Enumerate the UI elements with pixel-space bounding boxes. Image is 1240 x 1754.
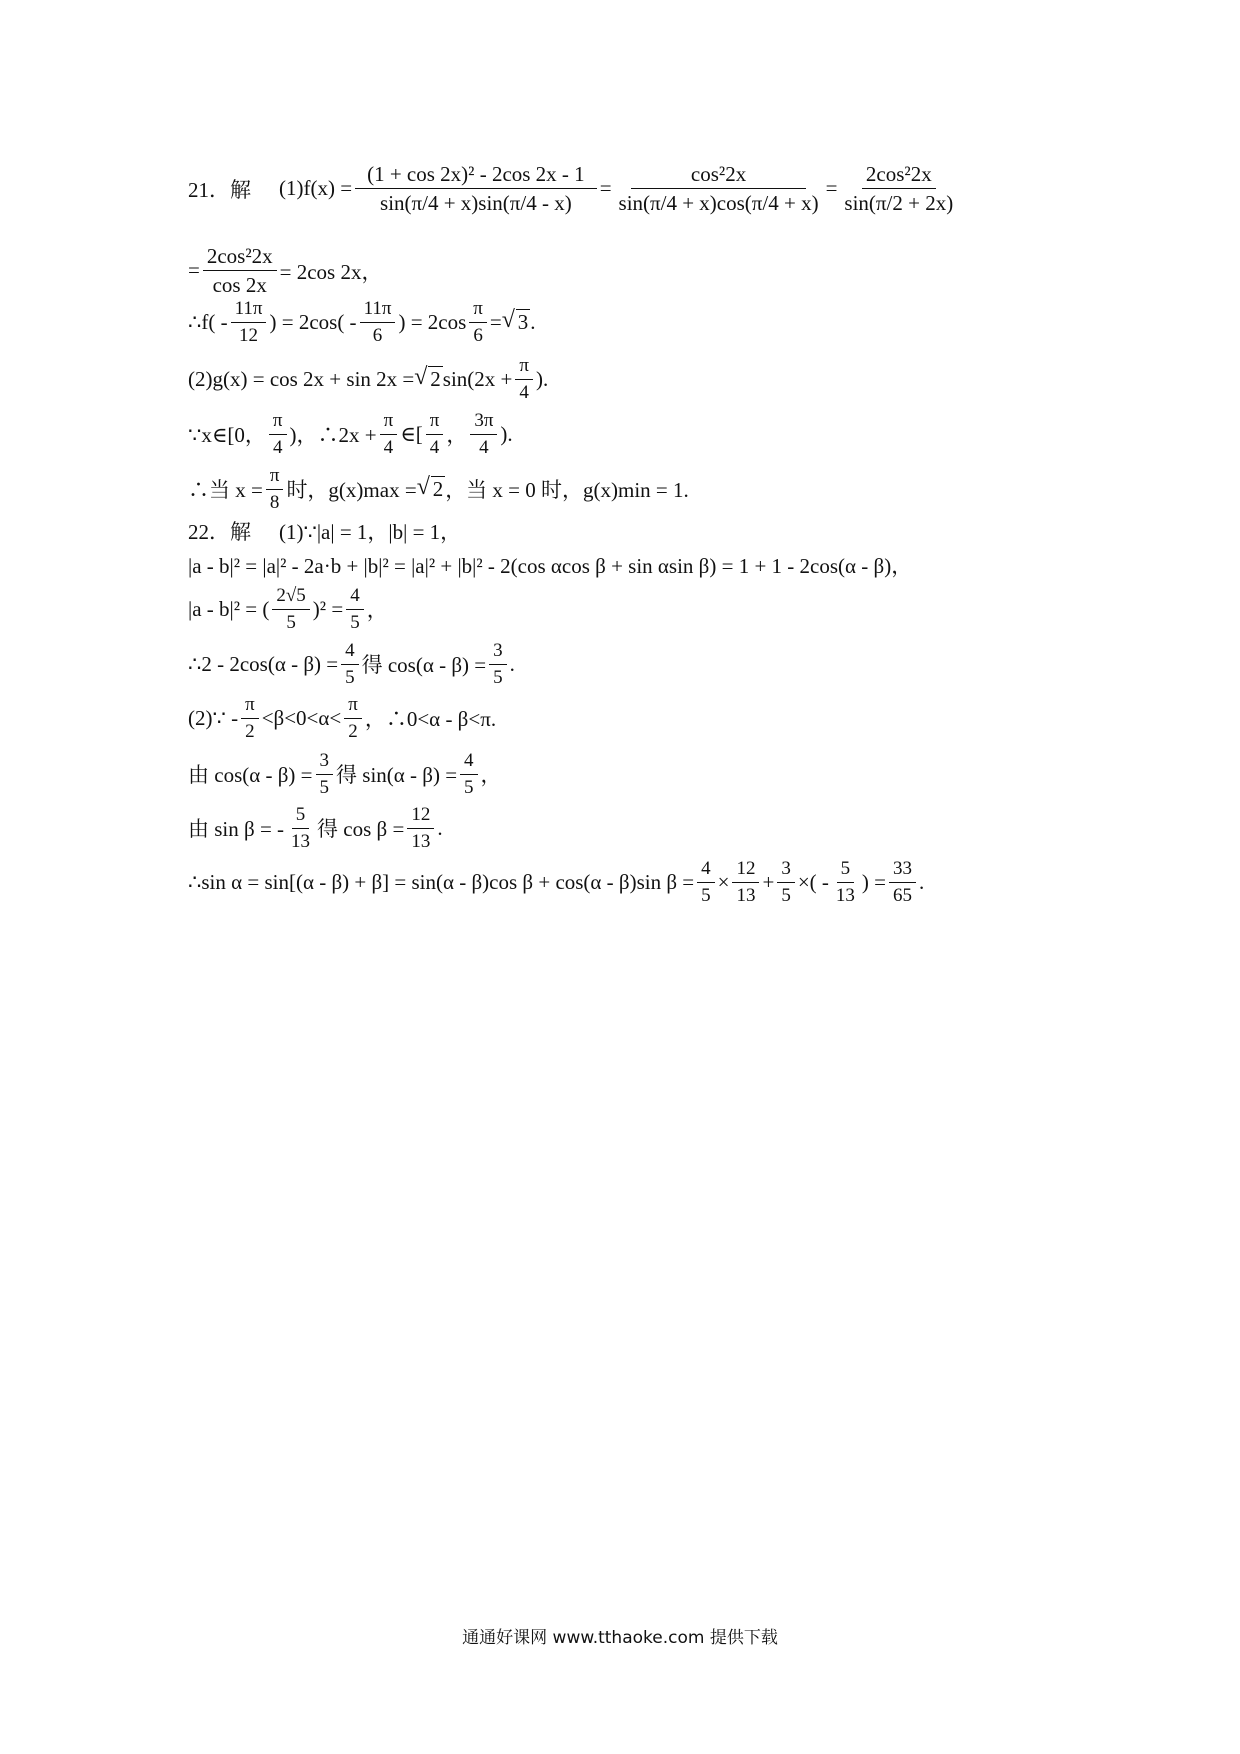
s22-l2-text: |a - b|² = |a|² - 2a·b + |b|² = |a|² + |b|² - 2(cos αcos β + sin αsin β) = 1 + 1 - 2cos(α - β)， bbox=[188, 554, 913, 578]
s22-l6-frac-2: $\frac{4}{5}$ bbox=[460, 750, 478, 799]
s22-l8-frac-2: $\frac{12}{13}$ bbox=[732, 858, 759, 907]
s22-l8-frac-4: $\frac{5}{13}$ bbox=[835, 858, 855, 906]
s22-l1-text: (1)∵|a| = 1，|b| = 1， bbox=[279, 520, 462, 544]
s22-l7-text-c: . bbox=[437, 815, 443, 840]
s22-l3-text-a: |a - b|² = ( bbox=[188, 596, 270, 621]
sqrt-2: √ 2 bbox=[414, 367, 443, 392]
s22-line-8 bbox=[188, 858, 924, 907]
s22-l6-frac-1: $\frac{3}{5}$ bbox=[316, 750, 334, 799]
s22-l7-text-a: 由 sin β = - bbox=[188, 817, 285, 842]
s22-l4-text-c: . bbox=[509, 651, 515, 676]
s22-l8-text-g: . bbox=[919, 869, 925, 894]
s22-l4-frac-1: $\frac{4}{5}$ bbox=[341, 640, 359, 689]
s21-line-4 bbox=[188, 355, 548, 404]
s21-line-2: = $\frac{\text{2cos²2x}}{\cos 2x}$ = 2cos 2x， bbox=[188, 244, 383, 298]
s21-l4-text-a: (2)g(x) = cos 2x + sin 2x = bbox=[188, 366, 415, 391]
s21-l3-text-c: ) = 2cos bbox=[398, 309, 467, 334]
s22-l6-text-a: 由 cos(α - β) = bbox=[188, 763, 313, 788]
s22-line-7 bbox=[188, 804, 443, 853]
s22-l8-text-b: × bbox=[717, 869, 730, 894]
s22-l8-frac-1: $\frac{4}{5}$ bbox=[697, 858, 715, 907]
s22-l6-text-c: ， bbox=[480, 763, 502, 788]
s22-l8-text-e: ) = bbox=[861, 869, 887, 894]
sqrt-3: √ 3 bbox=[502, 310, 531, 335]
s22-l8-text-c: + bbox=[762, 869, 775, 894]
s22-l3-frac-2: $\frac{4}{5}$ bbox=[346, 585, 364, 634]
s21-l4-text-c: ). bbox=[535, 366, 549, 391]
s22-l3-text-c: ， bbox=[366, 598, 388, 623]
s21-l4-text-b: sin(2x + bbox=[442, 366, 513, 391]
s21-label: 21．解 bbox=[188, 177, 251, 202]
s21-l5-text-a: ∵x∈[0， bbox=[188, 423, 266, 448]
s21-l5-text-e: ). bbox=[500, 421, 513, 446]
s21-l6-frac: $\frac{\pi}{8}$ bbox=[266, 465, 284, 514]
s22-l3-frac-1: $\frac{2√5}{5}$ bbox=[272, 585, 309, 634]
s21-l5-text-b: )，∴2x + bbox=[289, 423, 377, 448]
s22-line-2 bbox=[188, 550, 912, 580]
s22-l5-frac-2: $\frac{\pi}{2}$ bbox=[344, 694, 362, 743]
s22-l5-frac-1: $\frac{\pi}{2}$ bbox=[241, 694, 259, 743]
s22-l6-text-b: 得 sin(α - β) = bbox=[336, 763, 458, 788]
s21-fx: f(x) = bbox=[303, 176, 353, 201]
s22-label: 22．解 bbox=[188, 520, 251, 544]
s21-frac-1: $\frac{\text{(1 + cos 2x)² - 2cos 2x - 1}}{\sin(\pi/4 + x)\sin(\pi/4 - x)}$ bbox=[355, 162, 597, 215]
s21-line-1: 21．解 (1) f(x) = $\frac{\text{(1 + cos 2x)² - 2cos 2x - 1}}{\sin(\pi/4 + x)\sin(\pi/4 - x)}$ = $\frac{\text{cos²2x}}{\sin(\pi/4 + x)\cos(\pi/4 + x)}$ = $\frac{\text{2cos²2x}}{\sin(\pi/2 + 2x)}$ bbox=[188, 162, 960, 215]
s21-l5-frac-2: $\frac{\pi}{4}$ bbox=[380, 410, 398, 459]
s21-l6-text-a: ∴当 x = bbox=[188, 478, 263, 503]
s22-l8-frac-3: $\frac{3}{5}$ bbox=[777, 858, 795, 907]
s21-l3-text-a: ∴f( - bbox=[188, 309, 228, 334]
s22-l5-text-a: (2)∵ - bbox=[188, 705, 239, 730]
s21-l3-text-b: ) = 2cos( - bbox=[269, 309, 357, 334]
s22-line-3 bbox=[188, 585, 388, 634]
s21-l3-frac-3: $\frac{\pi}{6}$ bbox=[469, 298, 487, 347]
s22-l7-frac-1: $\frac{5}{13}$ bbox=[291, 804, 311, 852]
s21-l6-text-c: ，当 x = 0 时，g(x)min = 1. bbox=[445, 478, 689, 503]
s21-line-3 bbox=[188, 298, 535, 347]
s21-l4-frac: $\frac{\pi}{4}$ bbox=[515, 355, 533, 404]
s22-l4-text-b: 得 cos(α - β) = bbox=[361, 653, 487, 678]
s22-l4-frac-2: $\frac{3}{5}$ bbox=[489, 640, 507, 689]
s22-line-4 bbox=[188, 640, 515, 689]
s21-l2-result: = 2cos 2x， bbox=[279, 259, 383, 284]
s22-line-5 bbox=[188, 694, 496, 743]
s22-l3-text-b: )² = bbox=[312, 596, 344, 621]
s21-l2-frac: $\frac{\text{2cos²2x}}{\cos 2x}$ bbox=[203, 244, 277, 297]
s22-line-6 bbox=[188, 750, 502, 799]
s21-l3-text-e: . bbox=[530, 309, 536, 334]
s22-l5-text-b: <β<0<α< bbox=[261, 705, 342, 730]
page-footer: 通通好课网 www.tthaoke.com 提供下载 bbox=[462, 1628, 778, 1648]
s21-l3-frac-1: $\frac{11\pi}{12}$ bbox=[231, 298, 267, 347]
s21-line-6 bbox=[188, 465, 689, 514]
s21-frac-2: $\frac{\text{cos²2x}}{\sin(\pi/4 + x)\cos(\pi/4 + x)}$ bbox=[618, 162, 819, 216]
s22-l5-text-c: ，∴0<α - β<π. bbox=[364, 707, 497, 732]
s21-l5-frac-4: $\frac{3\pi}{4}$ bbox=[470, 410, 497, 459]
s22-l8-text-a: ∴sin α = sin[(α - β) + β] = sin(α - β)cos β + cos(α - β)sin β = bbox=[188, 869, 695, 894]
s21-l3-text-d: = bbox=[489, 309, 502, 334]
s21-frac-3: $\frac{\text{2cos²2x}}{\sin(\pi/2 + 2x)}$ bbox=[844, 162, 954, 216]
s21-line-5 bbox=[188, 410, 513, 459]
s21-part1-label: (1) bbox=[279, 176, 304, 201]
s21-l5-frac-3: $\frac{\pi}{4}$ bbox=[426, 410, 444, 459]
s22-l4-text-a: ∴2 - 2cos(α - β) = bbox=[188, 651, 339, 676]
s21-l5-text-c: ∈[ bbox=[400, 421, 423, 446]
sqrt-2: √ 2 bbox=[417, 477, 446, 502]
s21-l3-frac-2: $\frac{11\pi}{6}$ bbox=[360, 298, 396, 347]
s21-l6-text-b: 时，g(x)max = bbox=[286, 478, 417, 503]
s21-l5-frac-1: $\frac{\pi}{4}$ bbox=[269, 410, 287, 459]
s22-line-1 bbox=[188, 516, 461, 546]
s22-l7-text-b: 得 cos β = bbox=[317, 817, 405, 842]
s22-l7-frac-2: $\frac{12}{13}$ bbox=[407, 804, 434, 853]
s21-l5-text-d: ， bbox=[446, 423, 468, 448]
s22-l8-text-d: ×( - bbox=[797, 869, 829, 894]
s22-l8-frac-5: $\frac{33}{65}$ bbox=[889, 858, 916, 907]
